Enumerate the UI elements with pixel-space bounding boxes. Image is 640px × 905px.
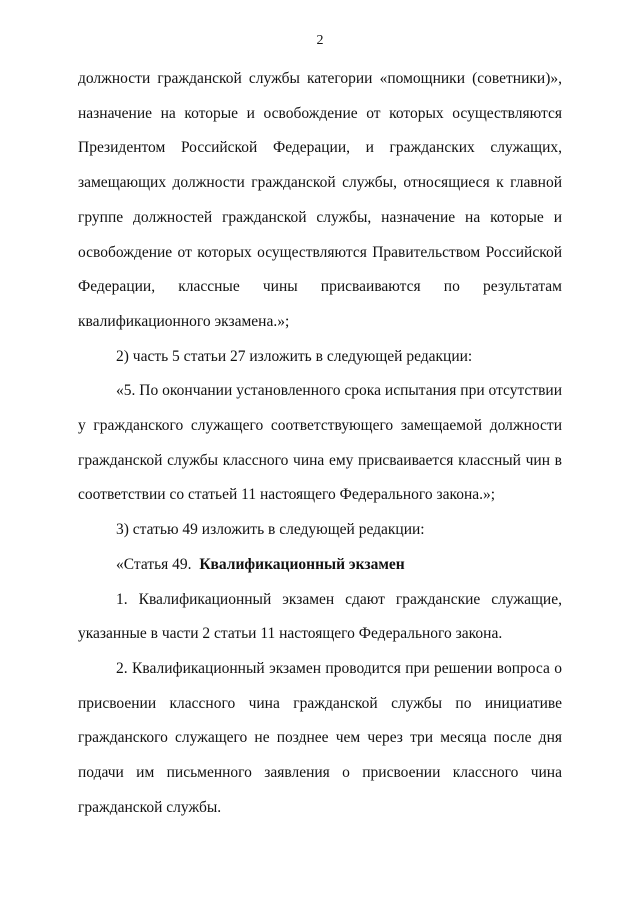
article-heading bbox=[78, 548, 562, 583]
document-body bbox=[78, 62, 562, 825]
article-heading-prefix: «Статья 49. bbox=[116, 555, 192, 573]
paragraph-continuation: должности гражданской службы категории «помощники (советники)», назначение на которые и освобождение от которых осуществляются Президентом Российской Федерации, и гражданских служащих, замещающих должности гражданской службы, относящиеся к главной группе должностей гражданской службы, назначение на которые и освобождение от которых осуществляются Правительством Российской Федерации, классные чины присваиваются по результатам квалификационного экзамена.»; bbox=[78, 70, 562, 330]
paragraph-article-49-part-2: 2. Квалификационный экзамен проводится при решении вопроса о присвоении классного чина гражданской службы по инициативе гражданского служащего не позднее чем через три месяца после дня подачи им письменного заявления о присвоении классного чина гражданской службы. bbox=[78, 659, 562, 816]
paragraph-amendment-3: 3) статью 49 изложить в следующей редакции: bbox=[116, 521, 425, 539]
page-number: 2 bbox=[316, 33, 324, 48]
article-heading-title: Квалификационный экзамен bbox=[199, 555, 405, 573]
paragraph-article-49-part-1: 1. Квалификационный экзамен сдают гражданские служащие, указанные в части 2 статьи 11 настоящего Федерального закона. bbox=[78, 590, 562, 643]
paragraph-part-5-text: «5. По окончании установленного срока испытания при отсутствии у гражданского служащего соответствующего замещаемой должности гражданской службы классного чина ему присваивается классный чин в соответствии со статьей 11 настоящего Федерального закона.»; bbox=[78, 382, 562, 504]
paragraph-amendment-2: 2) часть 5 статьи 27 изложить в следующей редакции: bbox=[116, 347, 473, 365]
